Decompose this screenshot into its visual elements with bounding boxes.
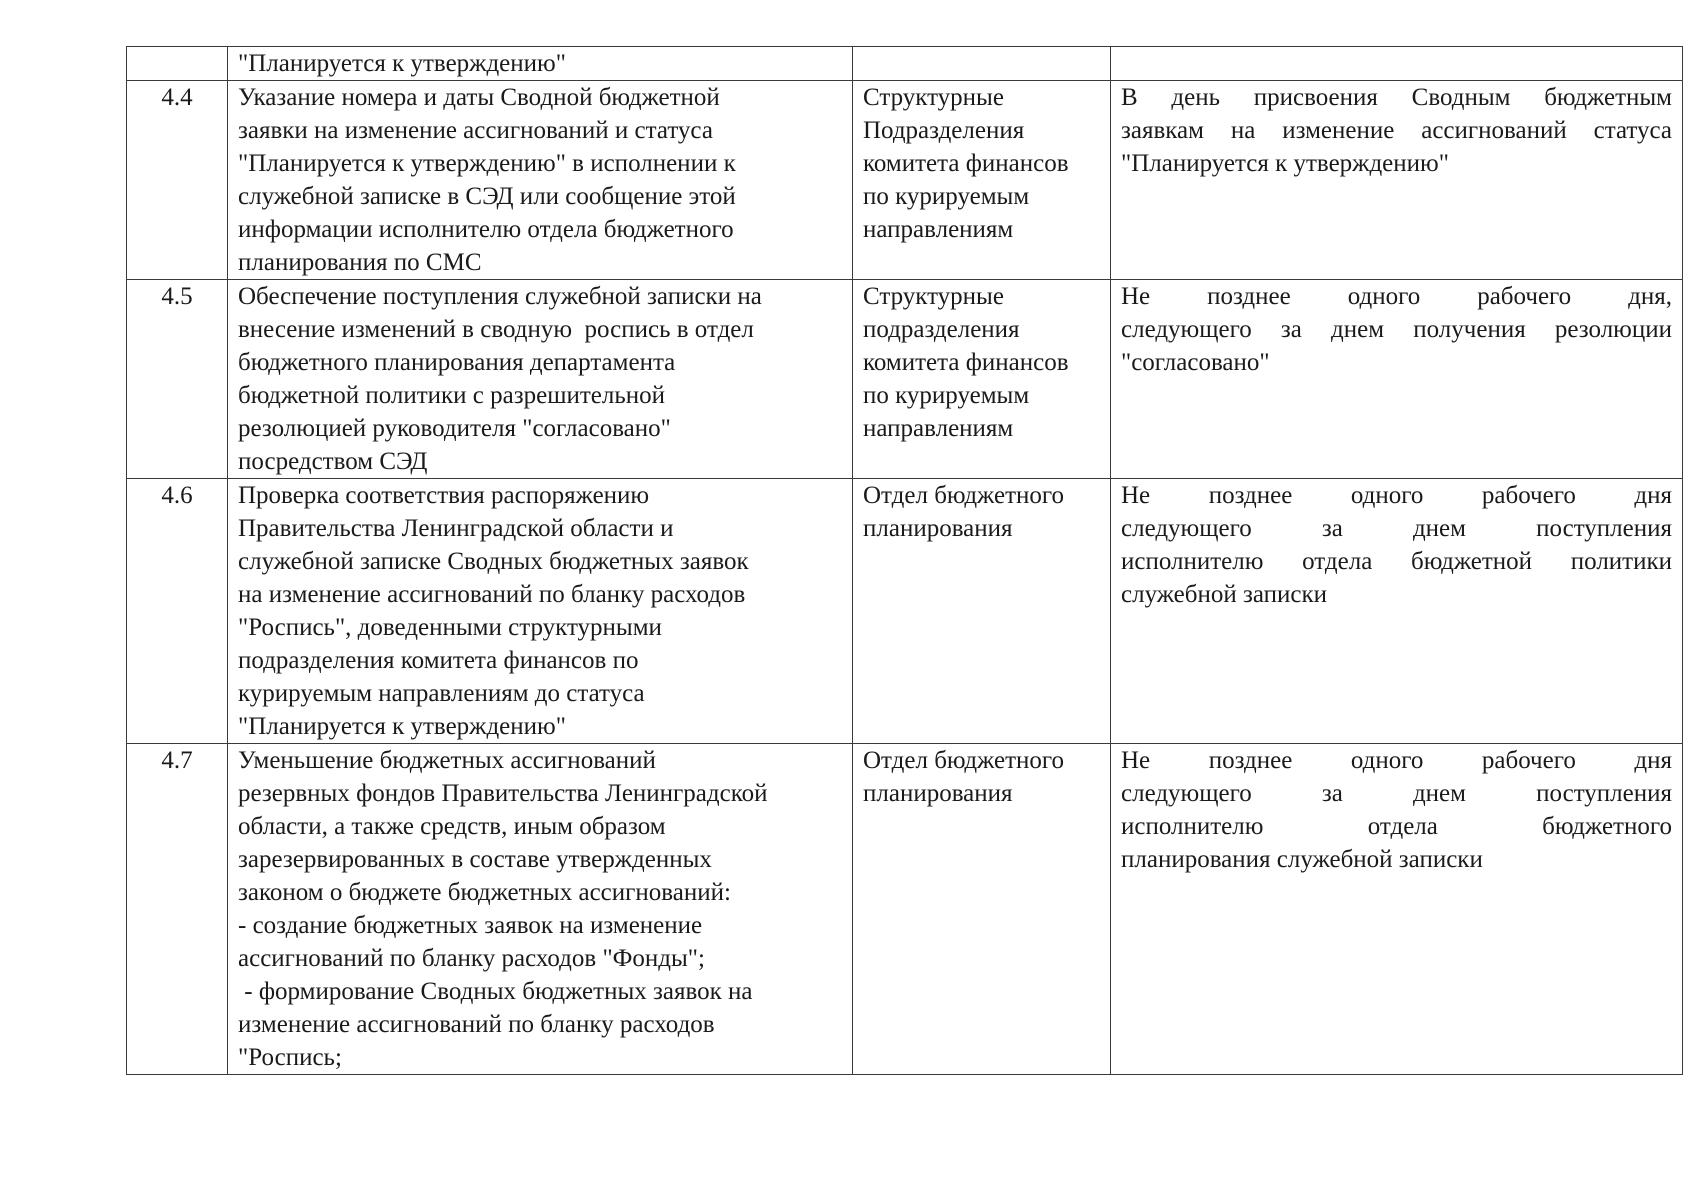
- step-number-cell: 4.6: [127, 479, 228, 744]
- table-row: [127, 81, 1683, 280]
- procedure-table: [126, 46, 1683, 1075]
- responsible-cell: Структурные подразделения комитета финансов по курируемым направлениям: [853, 280, 1111, 479]
- responsible-cell: Отдел бюджетного планирования: [853, 479, 1111, 744]
- responsible-cell: Отдел бюджетного планирования: [853, 744, 1111, 1075]
- term-cell: В день присвоения Сводным бюджетным заявкам на изменение ассигнований статуса "Планируется к утверждению": [1111, 81, 1683, 280]
- term-cell: Не позднее одного рабочего дня следующего за днем поступления исполнителю отдела бюджетного планирования служебной записки: [1111, 744, 1683, 1075]
- table-row: [127, 280, 1683, 479]
- action-cell: Проверка соответствия распоряжению Правительства Ленинградской области и служебной записке Сводных бюджетных заявок на изменение ассигнований по бланку расходов "Роспись", доведенными структурными подразделения комитета финансов по курируемым направлениям до статуса "Планируется к утверждению": [228, 479, 853, 744]
- step-number-cell: [127, 47, 228, 81]
- action-cell: Обеспечение поступления служебной записки на внесение изменений в сводную роспись в отдел бюджетного планирования департамента бюджетной политики с разрешительной резолюцией руководителя "согласовано" посредством СЭД: [228, 280, 853, 479]
- responsible-cell: [853, 47, 1111, 81]
- action-cell: Уменьшение бюджетных ассигнований резервных фондов Правительства Ленинградской области, а также средств, иным образом зарезервированных в составе утвержденных законом о бюджете бюджетных ассигнований: - создание бюджетных заявок на изменение ассигнований по бланку расходов "Фонды"; - формирование Сводных бюджетных заявок на изменение ассигнований по бланку расходов "Роспись;: [228, 744, 853, 1075]
- table-row: [127, 744, 1683, 1075]
- table-row: [127, 479, 1683, 744]
- step-number-cell: 4.4: [127, 81, 228, 280]
- responsible-cell: Структурные Подразделения комитета финансов по курируемым направлениям: [853, 81, 1111, 280]
- step-number-cell: 4.7: [127, 744, 228, 1075]
- term-cell: Не позднее одного рабочего дня следующего за днем поступления исполнителю отдела бюджетной политики служебной записки: [1111, 479, 1683, 744]
- term-cell: [1111, 47, 1683, 81]
- step-number-cell: 4.5: [127, 280, 228, 479]
- table-row: [127, 47, 1683, 81]
- term-cell: Не позднее одного рабочего дня, следующего за днем получения резолюции "согласовано": [1111, 280, 1683, 479]
- action-cell: "Планируется к утверждению": [228, 47, 853, 81]
- action-cell: Указание номера и даты Сводной бюджетной заявки на изменение ассигнований и статуса "Планируется к утверждению" в исполнении к служебной записке в СЭД или сообщение этой информации исполнителю отдела бюджетного планирования по СМС: [228, 81, 853, 280]
